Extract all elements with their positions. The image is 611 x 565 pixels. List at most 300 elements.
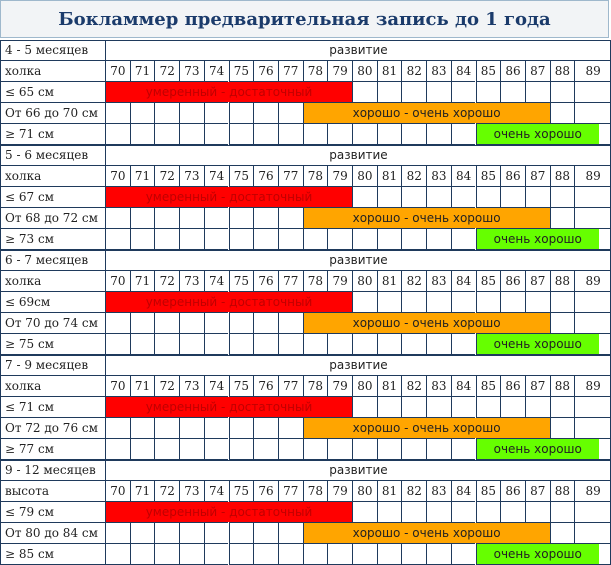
grid-cell	[401, 502, 426, 523]
grid-cell	[105, 124, 130, 145]
scale-tick: 77	[278, 376, 303, 397]
grid-cell	[574, 208, 611, 229]
scale-tick: 76	[253, 481, 278, 502]
height-range-label: ≤ 69см	[0, 292, 105, 313]
scale-tick: 87	[525, 481, 550, 502]
grid-cell	[229, 544, 254, 565]
score-bar-green: очень хорошо	[477, 124, 600, 144]
score-bar-green: очень хорошо	[477, 229, 600, 249]
scale-tick: 76	[253, 376, 278, 397]
grid-cell	[352, 82, 377, 103]
grid-cell	[574, 313, 611, 334]
scale-tick: 85	[476, 61, 501, 82]
scale-tick: 83	[426, 271, 451, 292]
measure-label: высота	[0, 481, 105, 502]
scale-tick: 73	[179, 271, 204, 292]
grid-cell	[574, 292, 611, 313]
grid-cell	[253, 523, 278, 544]
grid-cell	[130, 334, 155, 355]
scale-tick: 79	[327, 376, 352, 397]
grid-cell	[451, 334, 476, 355]
age-label: 7 - 9 месяцев	[0, 355, 105, 376]
grid-cell	[476, 292, 501, 313]
development-header: развитие	[105, 355, 611, 376]
grid-cell	[500, 187, 525, 208]
grid-cell	[327, 124, 352, 145]
grid-cell	[426, 187, 451, 208]
grid-cell	[476, 502, 501, 523]
grid-cell	[377, 124, 402, 145]
grid-cell	[278, 208, 303, 229]
scale-tick: 84	[451, 481, 476, 502]
grid-cell	[303, 229, 328, 250]
height-range-label: ≥ 75 см	[0, 334, 105, 355]
scale-tick: 89	[574, 481, 611, 502]
grid-cell	[574, 187, 611, 208]
grid-cell	[377, 544, 402, 565]
grid-cell	[451, 187, 476, 208]
score-bar-green: очень хорошо	[477, 544, 600, 564]
grid-cell	[179, 544, 204, 565]
grid-cell	[303, 334, 328, 355]
grid-cell	[426, 502, 451, 523]
grid-cell	[278, 229, 303, 250]
scale-tick: 75	[229, 271, 254, 292]
grid-cell	[229, 229, 254, 250]
grid-cell	[476, 82, 501, 103]
scale-tick: 85	[476, 376, 501, 397]
grid-cell	[204, 208, 229, 229]
grid-cell	[377, 334, 402, 355]
grid-cell	[426, 397, 451, 418]
grid-cell	[229, 439, 254, 460]
grid-cell	[229, 523, 254, 544]
scale-tick: 81	[377, 61, 402, 82]
grid-cell	[327, 334, 352, 355]
scale-tick: 71	[130, 166, 155, 187]
score-bar-red: умеренный - достаточный	[106, 292, 352, 312]
age-block	[0, 355, 611, 460]
score-bar-orange: хорошо - очень хорошо	[304, 313, 550, 333]
scale-tick: 88	[550, 271, 575, 292]
height-range-label: От 70 до 74 см	[0, 313, 105, 334]
score-bar-orange: хорошо - очень хорошо	[304, 418, 550, 438]
grid-cell	[253, 313, 278, 334]
scale-tick: 80	[352, 481, 377, 502]
grid-cell	[352, 229, 377, 250]
grid-cell	[278, 523, 303, 544]
grid-cell	[574, 523, 611, 544]
grid-cell	[352, 334, 377, 355]
score-bar-orange: хорошо - очень хорошо	[304, 208, 550, 228]
scale-tick: 72	[154, 376, 179, 397]
grid-cell	[451, 397, 476, 418]
grid-cell	[550, 418, 575, 439]
grid-cell	[204, 439, 229, 460]
scale-tick: 89	[574, 376, 611, 397]
measure-label: холка	[0, 61, 105, 82]
scale-tick: 73	[179, 166, 204, 187]
age-label: 9 - 12 месяцев	[0, 460, 105, 481]
grid-cell	[525, 502, 550, 523]
scale-tick: 73	[179, 61, 204, 82]
grid-cell	[352, 292, 377, 313]
scale-tick: 79	[327, 481, 352, 502]
grid-cell	[130, 229, 155, 250]
scale-tick: 72	[154, 271, 179, 292]
grid-cell	[303, 544, 328, 565]
grid-cell	[377, 187, 402, 208]
height-range-label: ≥ 71 см	[0, 124, 105, 145]
grid-cell	[476, 187, 501, 208]
height-range-label: От 72 до 76 см	[0, 418, 105, 439]
scale-tick: 71	[130, 481, 155, 502]
scale-tick: 87	[525, 271, 550, 292]
scale-tick: 73	[179, 481, 204, 502]
age-block	[0, 460, 611, 565]
scale-tick: 89	[574, 61, 611, 82]
grid-cell	[327, 544, 352, 565]
grid-cell	[525, 292, 550, 313]
scale-tick: 70	[105, 166, 130, 187]
scale-tick: 82	[401, 481, 426, 502]
grid-cell	[179, 313, 204, 334]
scale-tick: 75	[229, 166, 254, 187]
scale-tick: 84	[451, 166, 476, 187]
scale-tick: 85	[476, 481, 501, 502]
grid-cell	[377, 502, 402, 523]
scale-tick: 73	[179, 376, 204, 397]
height-range-label: ≤ 65 см	[0, 82, 105, 103]
grid-cell	[377, 82, 402, 103]
grid-cell	[278, 313, 303, 334]
grid-cell	[253, 439, 278, 460]
grid-cell	[179, 439, 204, 460]
grid-cell	[154, 523, 179, 544]
grid-cell	[278, 544, 303, 565]
grid-cell	[500, 502, 525, 523]
grid-cell	[500, 82, 525, 103]
grid-cell	[253, 124, 278, 145]
scale-tick: 88	[550, 166, 575, 187]
grid-cell	[525, 187, 550, 208]
grid-cell	[401, 544, 426, 565]
scale-tick: 77	[278, 481, 303, 502]
scale-tick: 80	[352, 166, 377, 187]
grid-cell	[401, 397, 426, 418]
scale-tick: 87	[525, 376, 550, 397]
grid-cell	[204, 418, 229, 439]
development-header: развитие	[105, 145, 611, 166]
scale-tick: 70	[105, 271, 130, 292]
grid-cell	[154, 313, 179, 334]
measure-label: холка	[0, 376, 105, 397]
scale-tick: 89	[574, 166, 611, 187]
scale-tick: 72	[154, 166, 179, 187]
scale-tick: 83	[426, 481, 451, 502]
height-range-label: ≤ 71 см	[0, 397, 105, 418]
grid-cell	[451, 229, 476, 250]
grid-cell	[401, 439, 426, 460]
grid-cell	[105, 313, 130, 334]
grid-cell	[550, 292, 575, 313]
scale-tick: 78	[303, 166, 328, 187]
grid-cell	[451, 439, 476, 460]
grid-cell	[451, 544, 476, 565]
grid-cell	[179, 523, 204, 544]
grid-cell	[377, 439, 402, 460]
scale-tick: 87	[525, 61, 550, 82]
height-range-label: ≤ 79 см	[0, 502, 105, 523]
scale-tick: 78	[303, 376, 328, 397]
scale-tick: 84	[451, 271, 476, 292]
grid-cell	[500, 397, 525, 418]
grid-cell	[303, 124, 328, 145]
grid-cell	[278, 418, 303, 439]
grid-cell	[105, 208, 130, 229]
scale-tick: 71	[130, 61, 155, 82]
grid-cell	[105, 103, 130, 124]
grid-cell	[105, 544, 130, 565]
page-title: Бокламмер предварительная запись до 1 года	[0, 0, 609, 38]
scale-tick: 70	[105, 376, 130, 397]
grid-cell	[401, 229, 426, 250]
age-label: 4 - 5 месяцев	[0, 40, 105, 61]
scale-tick: 78	[303, 481, 328, 502]
scale-tick: 80	[352, 271, 377, 292]
grid-cell	[204, 313, 229, 334]
grid-cell	[154, 544, 179, 565]
grid-cell	[179, 103, 204, 124]
grid-cell	[574, 397, 611, 418]
grid-cell	[154, 103, 179, 124]
grid-cell	[253, 418, 278, 439]
grid-cell	[253, 208, 278, 229]
grid-cell	[327, 439, 352, 460]
scale-tick: 76	[253, 61, 278, 82]
scale-tick: 75	[229, 481, 254, 502]
grid-cell	[352, 187, 377, 208]
grid-cell	[154, 208, 179, 229]
grid-cell	[401, 124, 426, 145]
scale-tick: 72	[154, 481, 179, 502]
grid-cell	[130, 544, 155, 565]
scale-tick: 76	[253, 271, 278, 292]
grid-cell	[229, 103, 254, 124]
height-range-label: ≥ 85 см	[0, 544, 105, 565]
scale-tick: 77	[278, 271, 303, 292]
grid-cell	[303, 439, 328, 460]
grid-cell	[154, 124, 179, 145]
scale-tick: 82	[401, 376, 426, 397]
scale-tick: 79	[327, 61, 352, 82]
grid-cell	[278, 334, 303, 355]
grid-cell	[278, 439, 303, 460]
scale-tick: 85	[476, 271, 501, 292]
grid-cell	[451, 124, 476, 145]
grid-cell	[476, 397, 501, 418]
scale-tick: 81	[377, 481, 402, 502]
grid-cell	[377, 292, 402, 313]
grid-cell	[204, 523, 229, 544]
grid-cell	[327, 229, 352, 250]
grid-cell	[550, 502, 575, 523]
scale-tick: 70	[105, 61, 130, 82]
grid-cell	[229, 208, 254, 229]
grid-cell	[401, 187, 426, 208]
scale-tick: 74	[204, 166, 229, 187]
development-header: развитие	[105, 460, 611, 481]
grid-cell	[204, 103, 229, 124]
grid-cell	[426, 229, 451, 250]
grid-cell	[229, 124, 254, 145]
age-block	[0, 250, 611, 355]
age-block	[0, 145, 611, 250]
grid-cell	[278, 124, 303, 145]
score-bar-green: очень хорошо	[477, 439, 600, 459]
age-label: 6 - 7 месяцев	[0, 250, 105, 271]
grid-cell	[179, 229, 204, 250]
grid-cell	[426, 124, 451, 145]
scale-tick: 82	[401, 166, 426, 187]
age-label: 5 - 6 месяцев	[0, 145, 105, 166]
grid-cell	[253, 334, 278, 355]
grid-cell	[377, 397, 402, 418]
grid-cell	[574, 103, 611, 124]
scale-tick: 76	[253, 166, 278, 187]
score-bar-red: умеренный - достаточный	[106, 502, 352, 522]
height-range-label: ≥ 77 см	[0, 439, 105, 460]
scale-tick: 84	[451, 376, 476, 397]
scale-tick: 74	[204, 61, 229, 82]
scale-tick: 70	[105, 481, 130, 502]
score-bar-red: умеренный - достаточный	[106, 82, 352, 102]
scale-tick: 88	[550, 61, 575, 82]
grid-cell	[179, 124, 204, 145]
grid-cell	[154, 418, 179, 439]
grid-cell	[574, 502, 611, 523]
scale-tick: 72	[154, 61, 179, 82]
grid-cell	[229, 313, 254, 334]
grid-cell	[525, 82, 550, 103]
height-range-label: ≥ 73 см	[0, 229, 105, 250]
scale-tick: 88	[550, 376, 575, 397]
grid-cell	[426, 439, 451, 460]
grid-cell	[229, 334, 254, 355]
scale-tick: 83	[426, 376, 451, 397]
scale-tick: 74	[204, 481, 229, 502]
grid-cell	[550, 523, 575, 544]
scale-tick: 79	[327, 271, 352, 292]
grid-cell	[550, 397, 575, 418]
grid-cell	[253, 103, 278, 124]
grid-cell	[352, 544, 377, 565]
grid-cell	[105, 439, 130, 460]
grid-cell	[550, 208, 575, 229]
scale-tick: 71	[130, 271, 155, 292]
grid-cell	[278, 103, 303, 124]
score-bar-orange: хорошо - очень хорошо	[304, 523, 550, 543]
grid-cell	[204, 229, 229, 250]
height-range-label: От 66 до 70 см	[0, 103, 105, 124]
height-range-label: От 68 до 72 см	[0, 208, 105, 229]
grid-cell	[154, 439, 179, 460]
grid-cell	[352, 502, 377, 523]
scale-tick: 78	[303, 271, 328, 292]
grid-cell	[426, 334, 451, 355]
grid-cell	[451, 502, 476, 523]
scale-tick: 80	[352, 376, 377, 397]
scale-tick: 74	[204, 271, 229, 292]
scale-tick: 89	[574, 271, 611, 292]
grid-cell	[130, 103, 155, 124]
scale-tick: 86	[500, 166, 525, 187]
scale-tick: 81	[377, 271, 402, 292]
scale-tick: 83	[426, 166, 451, 187]
scale-tick: 86	[500, 61, 525, 82]
grid-cell	[179, 418, 204, 439]
grid-cell	[154, 229, 179, 250]
grid-cell	[130, 439, 155, 460]
scale-tick: 77	[278, 61, 303, 82]
grid-cell	[550, 82, 575, 103]
scale-tick: 75	[229, 376, 254, 397]
scale-tick: 86	[500, 481, 525, 502]
grid-cell	[229, 418, 254, 439]
grid-cell	[550, 103, 575, 124]
scale-tick: 71	[130, 376, 155, 397]
grid-cell	[401, 292, 426, 313]
measure-label: холка	[0, 271, 105, 292]
grid-cell	[574, 82, 611, 103]
score-bar-red: умеренный - достаточный	[106, 397, 352, 417]
grid-cell	[401, 334, 426, 355]
development-header: развитие	[105, 250, 611, 271]
grid-cell	[204, 334, 229, 355]
grid-cell	[105, 334, 130, 355]
grid-cell	[130, 208, 155, 229]
score-bar-red: умеренный - достаточный	[106, 187, 352, 207]
scale-tick: 88	[550, 481, 575, 502]
grid-cell	[352, 397, 377, 418]
measure-label: холка	[0, 166, 105, 187]
grid-cell	[550, 187, 575, 208]
grid-cell	[574, 418, 611, 439]
grid-cell	[426, 544, 451, 565]
scale-tick: 79	[327, 166, 352, 187]
score-bar-green: очень хорошо	[477, 334, 600, 354]
grid-cell	[130, 313, 155, 334]
score-bar-orange: хорошо - очень хорошо	[304, 103, 550, 123]
grid-cell	[130, 124, 155, 145]
grid-cell	[105, 418, 130, 439]
height-range-label: ≤ 67 см	[0, 187, 105, 208]
grid-cell	[401, 82, 426, 103]
scale-tick: 84	[451, 61, 476, 82]
grid-cell	[204, 124, 229, 145]
scale-tick: 82	[401, 271, 426, 292]
grid-cell	[253, 544, 278, 565]
grid-cell	[352, 439, 377, 460]
scale-tick: 74	[204, 376, 229, 397]
grid-cell	[105, 523, 130, 544]
grid-cell	[451, 82, 476, 103]
grid-cell	[130, 523, 155, 544]
grid-cell	[179, 208, 204, 229]
grid-cell	[451, 292, 476, 313]
grid-cell	[204, 544, 229, 565]
scale-tick: 82	[401, 61, 426, 82]
